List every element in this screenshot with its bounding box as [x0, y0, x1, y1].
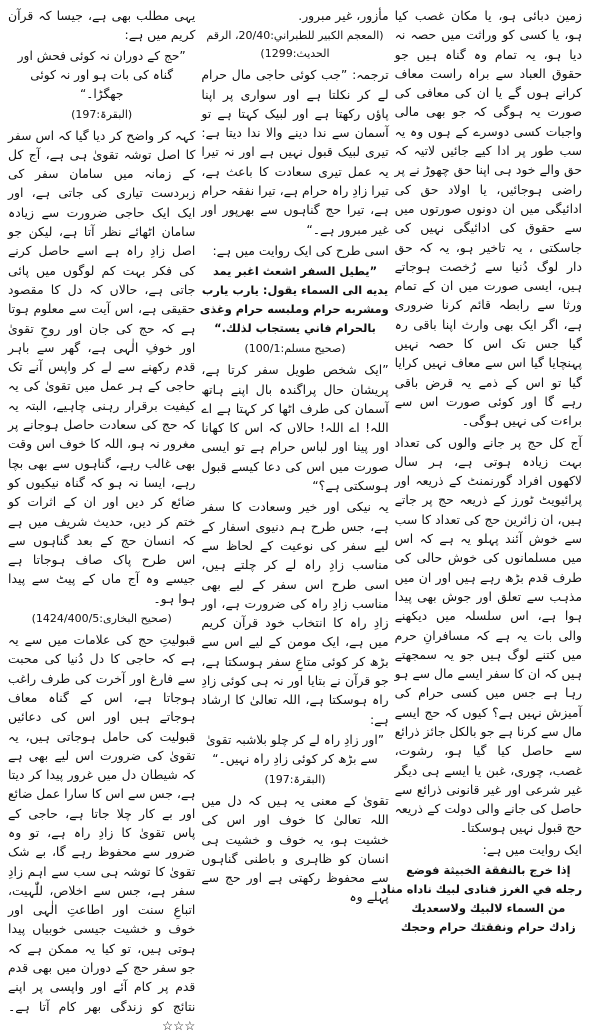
- arabic-line: زادك حرام ونفقتك حرام وحجك: [400, 920, 576, 935]
- arabic-line: ”يطيل السفر اشعث اغبر يمد: [212, 264, 378, 279]
- reference: (صحیح البخاری:1424/400/5): [31, 612, 172, 626]
- arabic-line: يديه الى السماء يقول: يارب يارب: [201, 283, 389, 298]
- arabic-line: بالحرام فاني يستجاب لذلك.“: [214, 321, 376, 336]
- arabic-line: إذا خرج بالنفقة الخبيثة فوضع: [406, 863, 571, 878]
- paragraph: ”ایک شخص طویل سفر کرتا ہے، پریشان حال پراگندہ بال اپنے ہاتھ آسمان کی طرف اٹھا کر کہتا ہے اے اللہ! اے اللہ! حالاں کہ اس کا کھانا اور پینا اور لباس حرام ہے تو ایسی صورت میں اس کی دعا کیسے قبول ہوسکتی ہے؟“: [201, 362, 389, 494]
- column-right: [380, 6, 582, 935]
- paragraph: یہ نیکی اور خیر وسعادت کا سفر ہے، جس طرح ہم دنیوی اسفار کے لیے سفر کی نوعیت کے لحاظ سے مناسب زادِ راہ لے کر چلتے ہیں، اسی طرح اس سفر کے لیے بھی مناسب زادِ راہ کی ضرورت ہے، اور زادِ راہ کا انتخاب خود قرآن کریم میں ہے، ایک مومن کے لیے اس سے بڑھ کر کوئی متاعِ سفر ہوسکتا ہے، جو قرآن نے بتایا اور نہ ہی کوئی زادِ راہ ہوسکتا ہے، اللہ تعالیٰ کا ارشاد ہے:: [201, 499, 389, 727]
- arabic-text: [201, 262, 388, 338]
- paragraph: ایک روایت میں ہے:: [482, 841, 582, 857]
- reference: (صحیح مسلم:100/1): [244, 342, 346, 356]
- column-middle: [199, 6, 389, 905]
- reference: (البقرۃ:197): [71, 107, 133, 121]
- paragraph: یہی مطلب بھی ہے، جیسا کہ قرآن کریم میں ہے:: [8, 8, 196, 43]
- reference: (المعجم الكبير للطبراني:20/40، الرقم الحديث:1299): [206, 29, 384, 61]
- arabic-line: رجله في الغرز فنادى لبيك ناداه مناد: [380, 882, 582, 897]
- arabic-line: ومشربه حرام وملبسه حرام وغذى: [199, 302, 389, 317]
- quotation: ”حج کے دوران نہ کوئی فحش اور گناہ کی بات ہو اور نہ کوئی جھگڑا۔“: [17, 48, 186, 101]
- reference: (البقرۃ:197): [264, 772, 326, 786]
- paragraph: زمین دبائی ہو، یا مکان غصب کیا ہو، یا کسی کو وراثت میں حصہ نہ دیا ہو، یہ تمام وہ گناہ ہیں جو حقوق العباد سے براہ راست معاف کرانے ہوں گے یا ان کی معافی کی صورت یہ ہوگی کہ جو بھی مالی واجبات کسی دوسرے کے ہوں وہ یہ سب طور پر ادا کیے جائیں لاتیہ کہ حق والے خود ہی اپنا حق چھوڑ نے پر راضی ہوجائیں، یا اولاد حق کی ادائیگی میں ان دونوں صورتوں میں سے حقوق کی ادائیگی نہیں کی جاسکتی ، یہ تاخیر ہو، یہ کہ حق دار لوگ دُنیا سے رُخصت ہوجاتے ہیں، ایسی صورت میں ان کے تمام ورثا سے رابطہ قائم کرنا ضروری ہے، اگر ایک بھی وارث اپنا باقی رہ گیا جس تک اس کا حصہ نہیں پہنچایا گیا اس سے معاف نہیں کرایا گیا تو اس کے ذمے یہ قرض باقی رہے گا اور کوئی صورت اس سے براءت کی نہیں ہوگی۔: [394, 8, 582, 429]
- paragraph: ترجمہ: ”جب کوئی حاجی مال حرام لے کر نکلتا ہے اور سواری پر اپنا پاؤں رکھتا ہے اور لبیک کہتا ہے تو آسمان سے ندا دینے والا ندا دیتا ہے: تیری لبیک قبول نہیں ہے اور نہ تیرا یہ عمل تیری سعادت کا باعث ہے، تیرا زادِ راہ حرام ہے، تیرا نفقہ حرام ہے، تیرا حج گناہوں سے بھرپور اور غیر مبرور ہے۔“: [201, 67, 389, 237]
- paragraph: قبولیتِ حج کی علامات میں سے یہ ہے کہ حاجی کا دل دُنیا کی محبت سے فارغ اور آخرت کی طرف راغب ہوجاتا ہے، اس کے گناہ معاف ہوجاتے ہیں اور اس کی دعائیں قبولیت کی حامل ہوجاتی ہیں، یہ تقویٰ کی ضرورت اس لیے بھی ہے کہ شیطان دل میں غرور پیدا کر دیتا ہے، جس سے اس کا سارا عمل ضائع اور بے کار چلا جاتا ہے، حاجی کے پاس تقویٰ کا زادِ راہ ہے، تو وہ ضرور سے محفوظ رہے گا، بے شک تقویٰ کا توشہ ہی سب سے اہم زادِ سفر ہے، جس سے اخلاص، للّٰہیت، اتباعِ سنت اور اطاعتِ الٰہی اور خوف و خشیت جیسی خوبیاں پیدا ہوتی ہیں، تو کیا یہ ممکن ہے کہ جو سفر حج کے دوران میں بھی قدم قدم پر کام آئے اور واپسی پر اپنے نتائج کو زندگی بھر کام آتا ہے۔ ☆☆☆: [8, 632, 196, 1033]
- column-left: [8, 6, 196, 1033]
- paragraph: اسی طرح کی ایک روایت میں ہے:: [212, 242, 389, 258]
- quotation: ”اور زادِ راہ لے کر چلو بلاشبہ تقویٰ سے بڑھ کر کوئی زادِ راہ نہیں۔“: [205, 732, 385, 766]
- paragraph: کہہ کر واضح کر دیا گیا کہ اس سفر کا اصل توشہ تقویٰ ہی ہے، آج کل کے زمانہ میں سامان سفر کی زبردست تیاری کی جاتی ہے، اور ایک ایک حاجی ضرورت سے زیادہ سامان اٹھائے نظر آتا ہے، لیکن جو اصل زادِ راہ ہے اسے حاصل کرنے کی فکر بہت کم لوگوں میں پائی جاتی ہے، حالاں کہ دل کا مقصود حقیقی ہے، اس آیت سے معلوم ہوتا ہے کہ حج کی جان اور روحِ تقویٰ اور خوفِ الٰہی ہے، گھر سے باہر قدم رکھنے سے لے کر واپس آنے تک حاجی کے ہر عمل میں تقویٰ کی یہ کیفیت برقرار رہنی چاہیے، البتہ یہ کہ حج کی سعادت حاصل ہوجانے پر مغرور نہ ہو، اللہ کا خوف اس وقت بھی غالب رہے، گناہوں سے بھی بچا رہے، ایسا نہ ہو کہ گناہ نیکیوں کو ضائع کر دیں اور ان کے اثرات کو ختم کر دیں، حدیث شریف میں ہے کہ انسان حج کے بعد گناہوں سے اس طرح پاک صاف ہوجاتا ہے جیسے وہ آج ماں کے پیٹ سے پیدا ہوا ہو۔: [8, 127, 196, 606]
- paragraph: آج کل حج پر جانے والوں کی تعداد بہت زیادہ ہوتی ہے، ہر سال لاکھوں افراد گورنمنٹ کے ذریعہ اور پرائیویٹ ٹورز کے ذریعہ حج پر جاتے ہیں، ان زائرین حج کی تعداد کا سب سے خوش آئند پہلو یہ ہے کہ اس میں مسلمانوں کی خوش حالی کی طرف قدم بڑھ رہے ہیں اور ان میں مذہب سے تعلق اور جوش بھی پیدا ہوا ہے، اس سلسلہ میں دیکھنے والی بات یہ ہے کہ مسافرانِ حرم میں کتنے لوگ ہیں جو یہ سمجھتے ہیں کہ ان کا سفر ایسے مال سے ہو رہا ہے جس میں کسی حرام کی آمیزش نہیں ہے؟ کیوں کہ حج ایسے مال سے کرنا ہے جو بالکل جائز ذرائع سے حاصل کیا گیا ہو، رشوت، غصب، چوری، غبن یا ایسے ہی دیگر غیر شرعی اور غیر قانونی ذرائع سے حاصل کی جانے والی دولت کے ذریعہ حج قبول نہیں ہوسکتا۔: [394, 434, 582, 836]
- paragraph: مأزور، غير مبرور.: [298, 8, 389, 23]
- arabic-line: من السماء لالبيك ولاسعديك: [411, 901, 566, 916]
- arabic-text: [380, 861, 582, 937]
- paragraph: تقویٰ کے معنی یہ ہیں کہ دل میں اللہ تعالیٰ کا خوف اور اس کی خشیت ہو، یہ خوف و خشیت ہی انسان کو ظاہری و باطنی گناہوں سے محفوظ رکھتی ہے اور حج سے پہلے وہ: [201, 792, 389, 905]
